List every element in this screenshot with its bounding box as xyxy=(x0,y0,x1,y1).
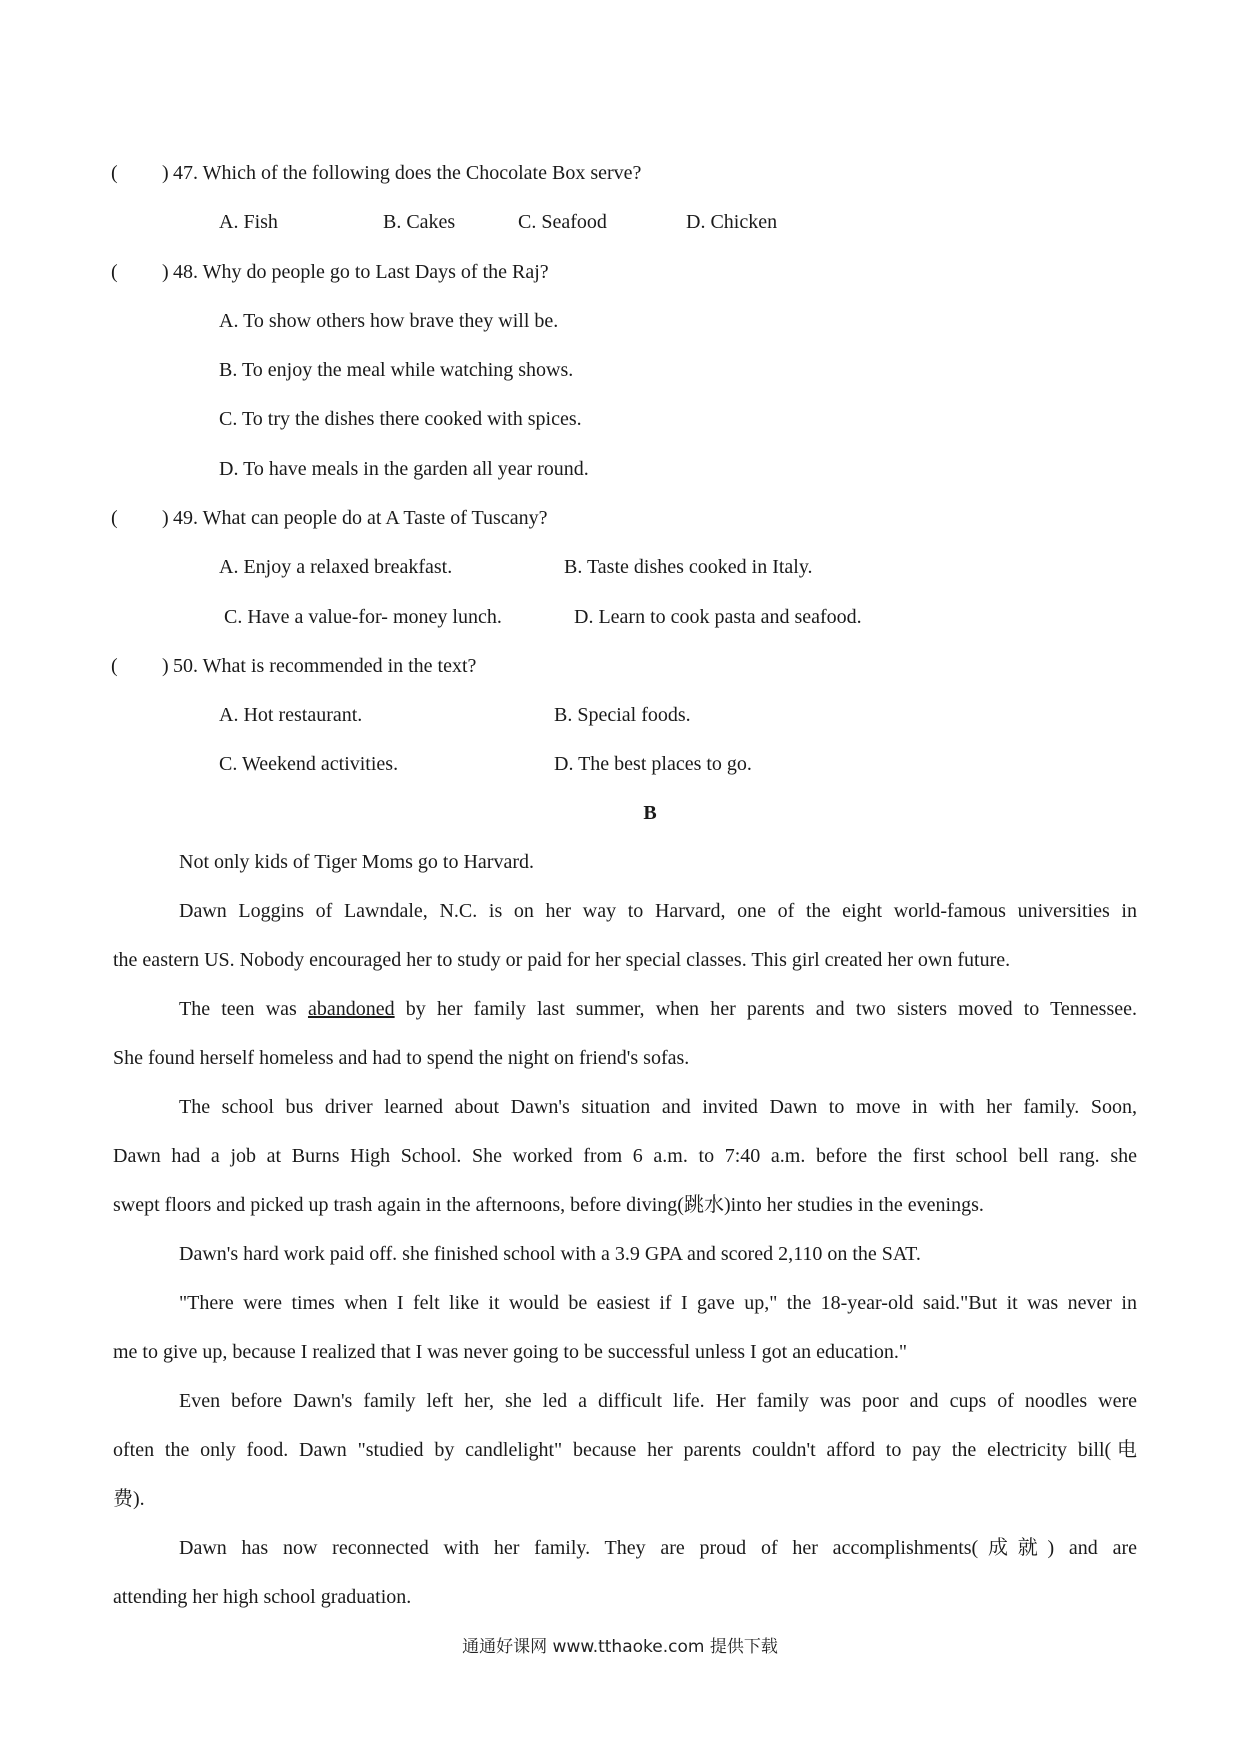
paragraph-8-line-1: Dawn has now reconnected with her family. They are proud of her accomplishments(成就) and are xyxy=(179,1537,1137,1559)
paragraph-1: Not only kids of Tiger Moms go to Harvard. xyxy=(179,851,534,873)
answer-blank-open: ( xyxy=(111,162,118,184)
option-d: D. Learn to cook pasta and seafood. xyxy=(574,606,862,628)
answer-blank-open: ( xyxy=(111,655,118,677)
answer-blank-close: ) xyxy=(162,261,169,283)
paragraph-3-line-2: She found herself homeless and had to spend the night on friend's sofas. xyxy=(113,1047,690,1069)
paragraph-3-line-1: The teen was abandoned by her family last summer, when her parents and two sisters moved to Tennessee. xyxy=(179,998,1137,1020)
question-text: 50. What is recommended in the text? xyxy=(173,655,477,677)
paragraph-4-line-1: The school bus driver learned about Dawn's situation and invited Dawn to move in with her family. Soon, xyxy=(179,1096,1137,1118)
option-b: B. Special foods. xyxy=(554,704,691,726)
option-c: C. Weekend activities. xyxy=(219,753,399,775)
paragraph-7-line-1: Even before Dawn's family left her, she led a difficult life. Her family was poor and cups of noodles were xyxy=(179,1390,1137,1412)
option-c: C. Have a value-for- money lunch. xyxy=(224,606,502,628)
paragraph-5: Dawn's hard work paid off. she finished school with a 3.9 GPA and scored 2,110 on the SAT. xyxy=(179,1243,921,1265)
paragraph-7-line-3: 费). xyxy=(113,1488,145,1510)
answer-blank-close: ) xyxy=(162,162,169,184)
option-a: A. To show others how brave they will be. xyxy=(219,310,559,332)
answer-blank-close: ) xyxy=(162,507,169,529)
paragraph-8-line-2: attending her high school graduation. xyxy=(113,1586,412,1608)
option-b: B. Taste dishes cooked in Italy. xyxy=(564,556,813,578)
option-a: A. Hot restaurant. xyxy=(219,704,363,726)
option-c: C. To try the dishes there cooked with spices. xyxy=(219,408,582,430)
option-b: B. To enjoy the meal while watching shows. xyxy=(219,359,574,381)
answer-blank-close: ) xyxy=(162,655,169,677)
section-heading: B xyxy=(643,802,657,824)
paragraph-2-line-2: the eastern US. Nobody encouraged her to study or paid for her special classes. This girl created her own future. xyxy=(113,949,1011,971)
option-c: C. Seafood xyxy=(518,211,607,233)
question-text: 49. What can people do at A Taste of Tuscany? xyxy=(173,507,548,529)
paragraph-2-line-1: Dawn Loggins of Lawndale, N.C. is on her way to Harvard, one of the eight world-famous universities in xyxy=(179,900,1137,922)
answer-blank-open: ( xyxy=(111,261,118,283)
option-a: A. Enjoy a relaxed breakfast. xyxy=(219,556,453,578)
paragraph-7-line-2: often the only food. Dawn "studied by candlelight" because her parents couldn't afford to pay the electricity bill(电 xyxy=(113,1439,1137,1461)
paragraph-4-line-2: Dawn had a job at Burns High School. She worked from 6 a.m. to 7:40 a.m. before the first school bell rang. she xyxy=(113,1145,1137,1167)
option-b: B. Cakes xyxy=(383,211,456,233)
paragraph-6-line-1: "There were times when I felt like it would be easiest if I gave up," the 18-year-old said."But it was never in xyxy=(179,1292,1137,1314)
option-d: D. To have meals in the garden all year round. xyxy=(219,458,589,480)
question-text: 48. Why do people go to Last Days of the Raj? xyxy=(173,261,549,283)
option-a: A. Fish xyxy=(219,211,278,233)
question-text: 47. Which of the following does the Chocolate Box serve? xyxy=(173,162,642,184)
paragraph-4-line-3: swept floors and picked up trash again in the afternoons, before diving(跳水)into her studies in the evenings. xyxy=(113,1194,984,1216)
paragraph-6-line-2: me to give up, because I realized that I was never going to be successful unless I got an education." xyxy=(113,1341,908,1363)
underlined-word: abandoned xyxy=(307,998,395,1020)
page-footer: 通通好课网 www.tthaoke.com 提供下载 xyxy=(462,1637,778,1657)
option-d: D. The best places to go. xyxy=(554,753,752,775)
option-d: D. Chicken xyxy=(686,211,778,233)
answer-blank-open: ( xyxy=(111,507,118,529)
